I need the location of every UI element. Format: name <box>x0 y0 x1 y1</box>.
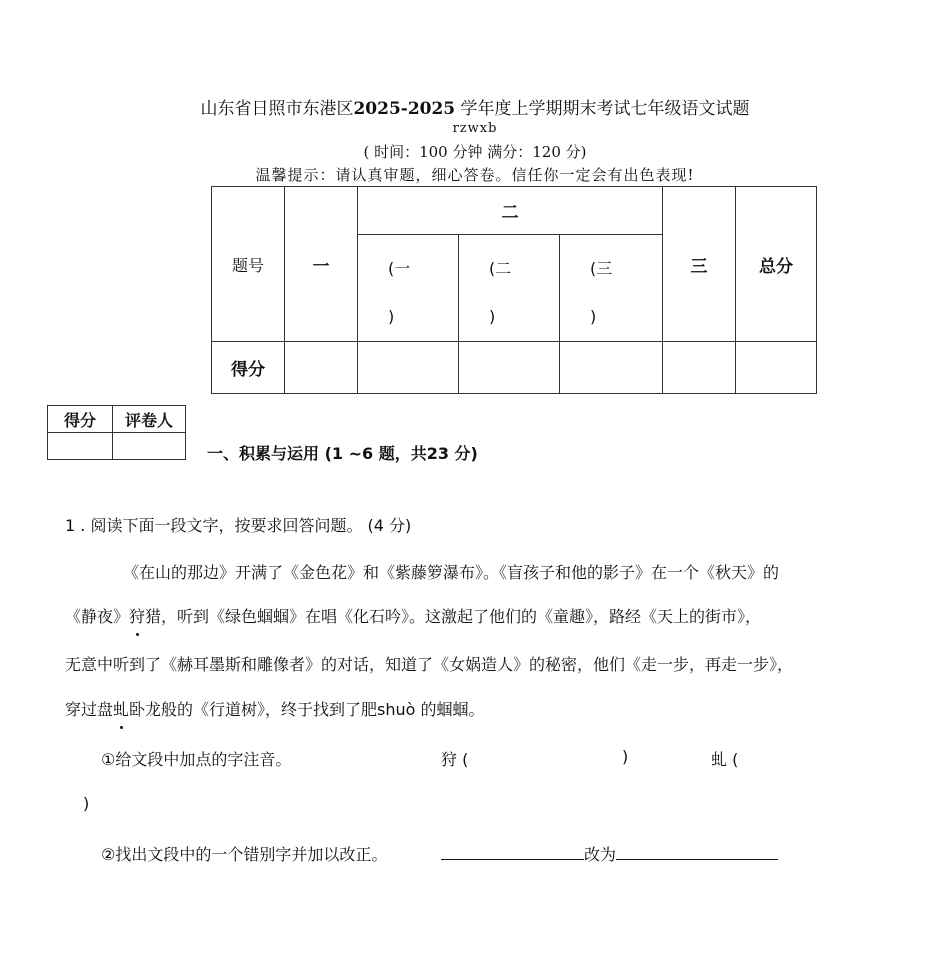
friendly-tip: 温馨提示：请认真审题，细心答卷。信任你一定会有出色表现! <box>255 166 695 184</box>
sub-question-1-label: ①给文段中加点的字注音。 <box>101 750 292 769</box>
grader-score-cell[interactable] <box>48 433 113 460</box>
score-cell-sub-3[interactable] <box>560 342 663 394</box>
section-one-heading: 一、积累与运用 (1 ~6 题，共23 分) <box>207 444 478 463</box>
time-and-score-info: ( 时间：100 分钟 满分：120 分) <box>363 143 587 161</box>
score-cell-sub-1[interactable] <box>358 342 459 394</box>
pinyin-blank-1-open: 狩 ( <box>441 750 469 769</box>
title-year: 2025-2025 <box>353 99 456 119</box>
part-one-header: 一 <box>285 187 358 342</box>
part-three-header: 三 <box>663 187 736 342</box>
total-header: 总分 <box>736 187 817 342</box>
sub-question-2-label: ②找出文段中的一个错别字并加以改正。 <box>101 845 388 864</box>
score-cell-total[interactable] <box>736 342 817 394</box>
grader-score-label: 得分 <box>48 406 113 433</box>
passage-line-1: 《在山的那边》开满了《金色花》和《紫藤箩瀑布》。《盲孩子和他的影子》在一个《秋天》的 <box>123 563 780 582</box>
part-two-header: 二 <box>358 187 663 235</box>
pinyin-answer-1[interactable] <box>482 744 617 766</box>
pinyin-answer-2[interactable] <box>752 744 902 766</box>
part-two-sub-2: (二 ) <box>459 235 560 342</box>
score-cell-part-three[interactable] <box>663 342 736 394</box>
correction-line <box>441 842 778 865</box>
change-to-label: 改为 <box>584 845 617 864</box>
part-two-sub-1: (一 ) <box>358 235 459 342</box>
passage-line-3: 无意中听到了《赫耳墨斯和雕像者》的对话，知道了《女娲造人》的秘密，他们《走一步，再走一步》， <box>65 655 794 674</box>
passage-line-2: 《静夜》狩猎，听到《绿色蝈蝈》在唱《化石吟》。这激起了他们的《童趣》，路经《天上的街市》， <box>65 604 761 627</box>
grader-name-cell[interactable] <box>113 433 186 460</box>
pinyin-blank-1-close: ) <box>622 747 629 766</box>
correct-char-blank[interactable] <box>616 843 778 860</box>
score-table <box>211 186 817 394</box>
passage-line-4: 穿过盘虬卧龙般的《行道树》，终于找到了肥shuò 的蝈蝈。 <box>65 697 485 720</box>
question-1-stem: 1 . 阅读下面一段文字，按要求回答问题。 (4 分) <box>65 516 412 535</box>
dotted-char-shou: 狩 <box>129 604 145 627</box>
wrong-char-blank[interactable] <box>441 843 584 860</box>
exam-code: rzwxb <box>452 121 498 136</box>
part-two-sub-3: (三 ) <box>560 235 663 342</box>
pinyin-blank-2-close: ) <box>83 794 90 813</box>
score-row-label: 得分 <box>212 342 285 394</box>
grader-box <box>47 405 186 460</box>
dotted-char-qiu: 虬 <box>113 697 129 720</box>
question-number-label: 题号 <box>212 187 285 342</box>
score-cell-sub-2[interactable] <box>459 342 560 394</box>
title-region: 山东省日照市东港区 <box>200 99 354 119</box>
pinyin-blank-2-open: 虬 ( <box>711 750 739 769</box>
score-cell-part-one[interactable] <box>285 342 358 394</box>
title-subject: 学年度上学期期末考试七年级语文试题 <box>455 99 750 119</box>
grader-name-label: 评卷人 <box>113 406 186 433</box>
exam-title <box>0 94 950 119</box>
